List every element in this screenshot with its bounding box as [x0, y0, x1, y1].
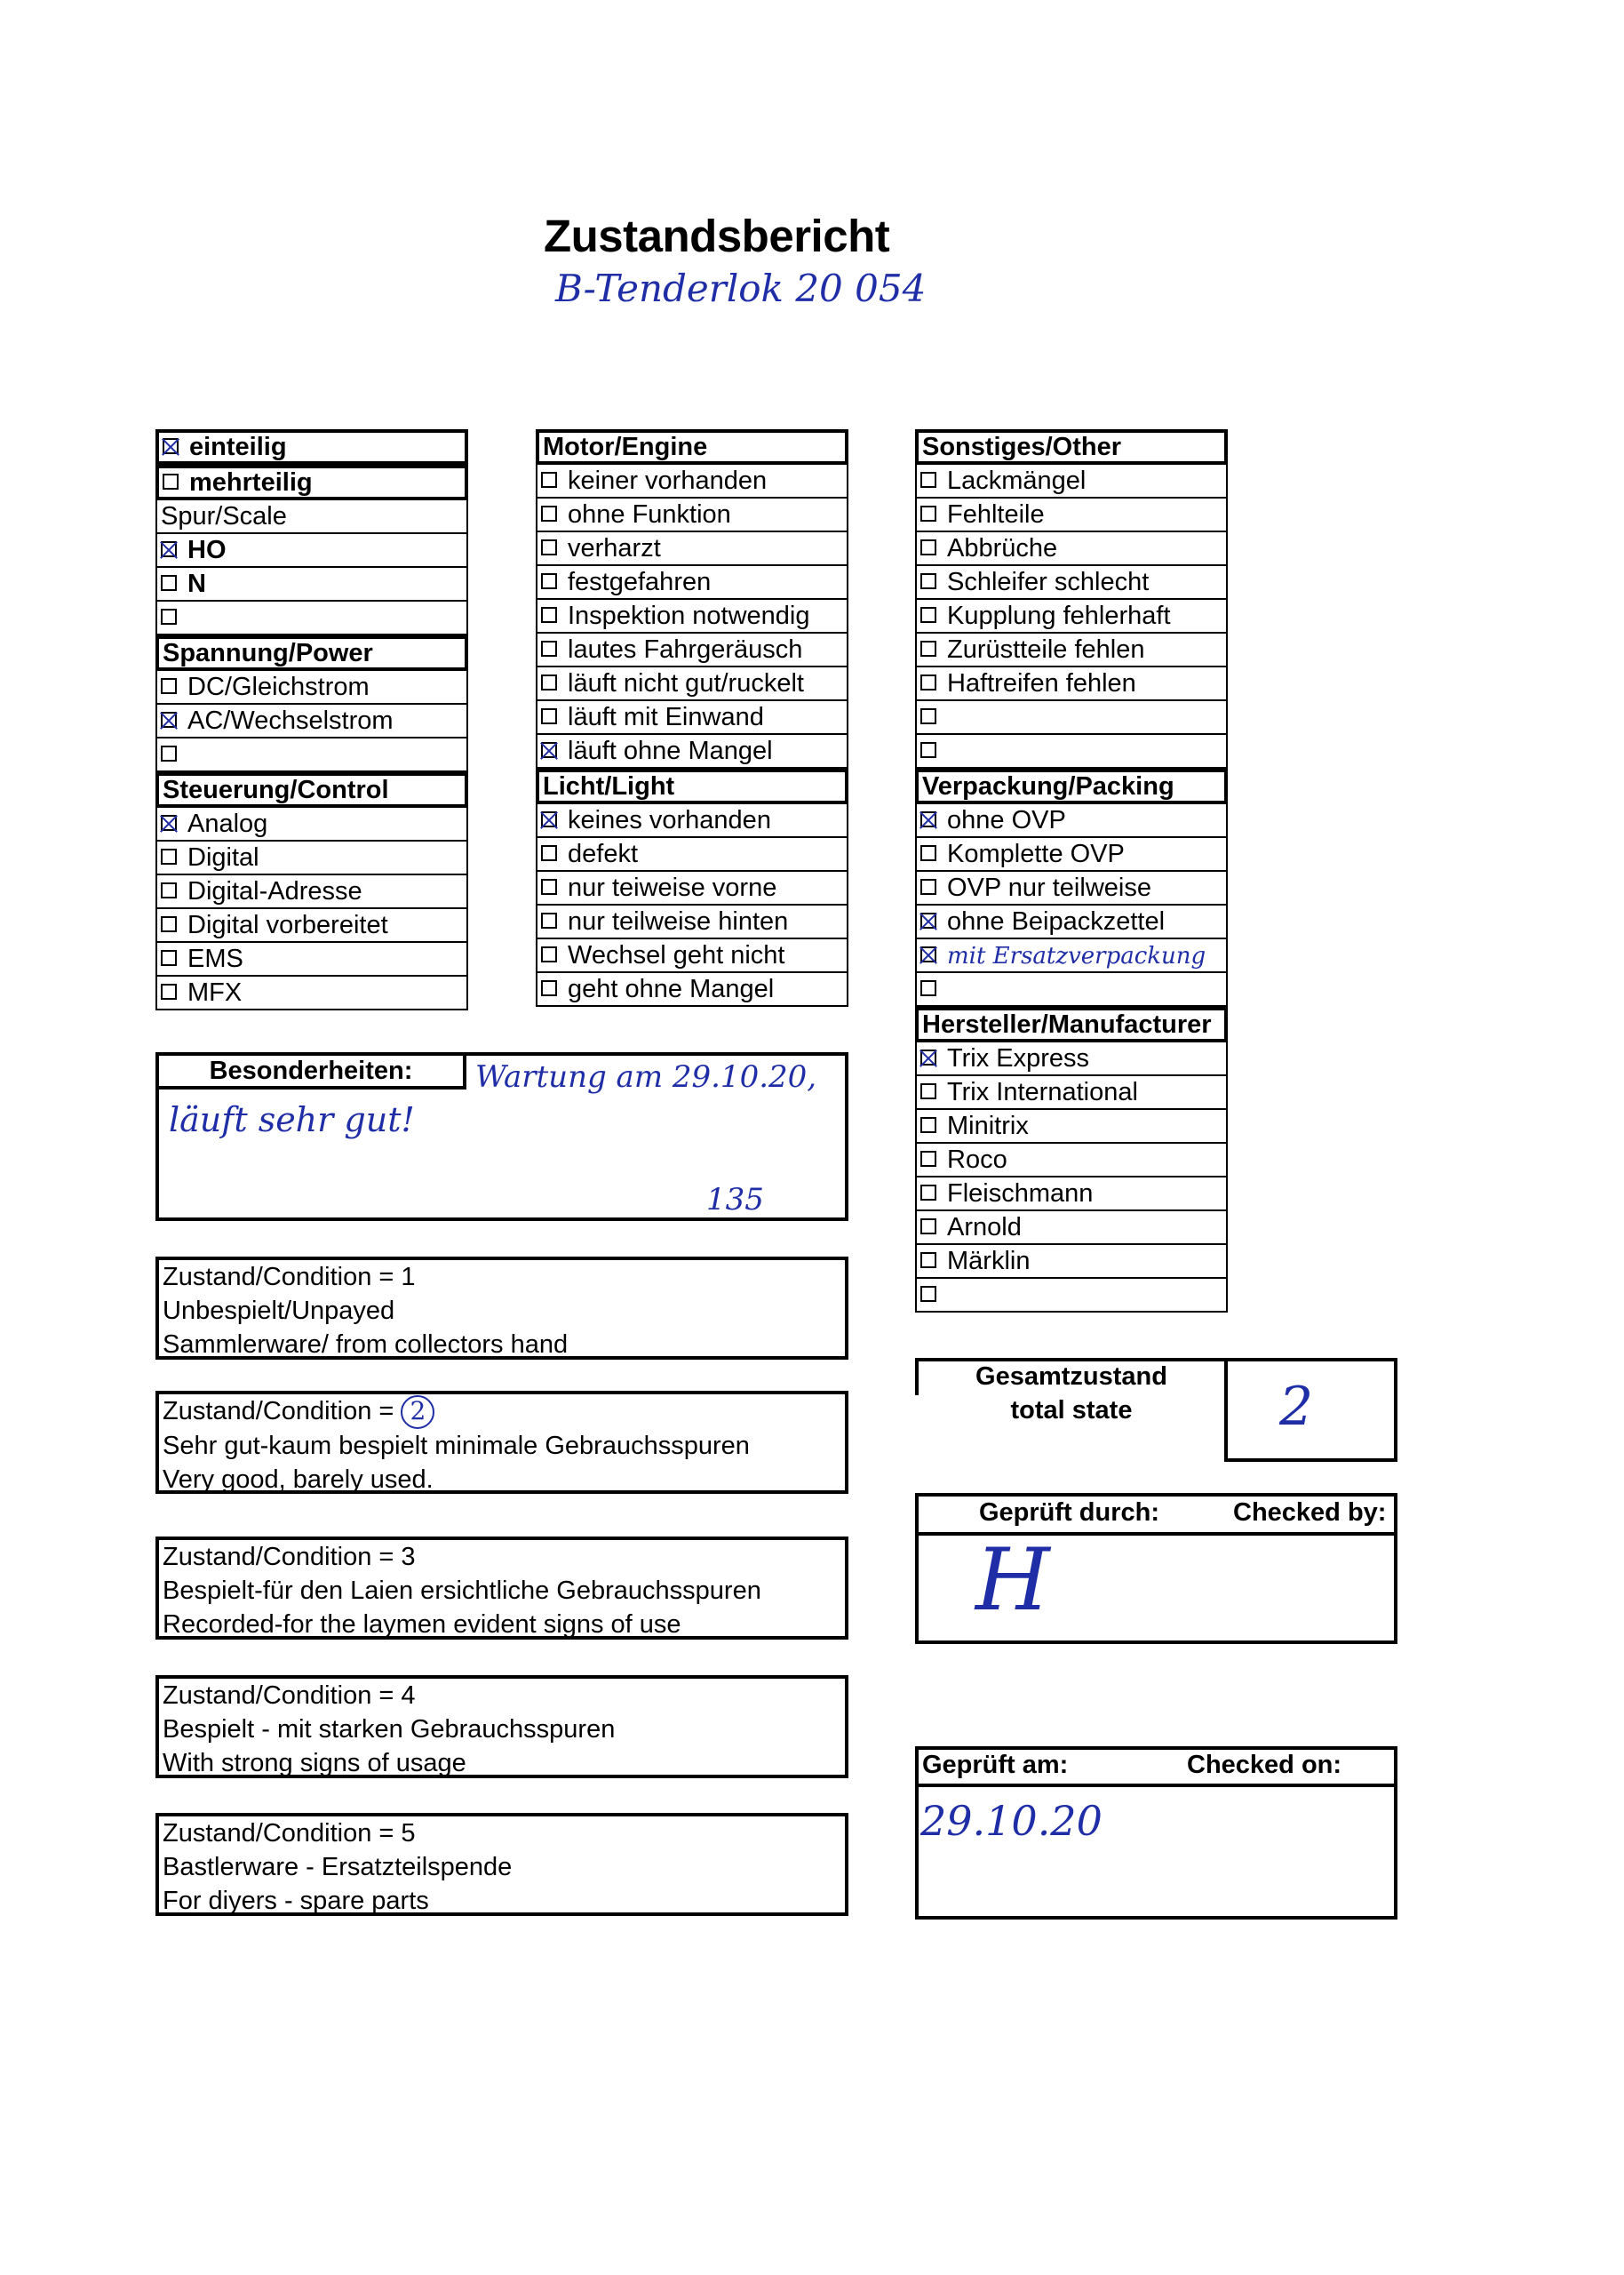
checkbox-icon[interactable] — [161, 849, 177, 865]
option-label: Schleifer schlecht — [947, 568, 1150, 596]
option-label: keines vorhanden — [568, 806, 771, 834]
checkbox-icon[interactable] — [920, 980, 936, 996]
option-label: ohne OVP — [947, 806, 1066, 834]
option-mit-ersatzverpackung-15[interactable] — [915, 939, 1228, 973]
option-label: Komplette OVP — [947, 840, 1125, 868]
option-label: Trix International — [947, 1078, 1138, 1106]
option-schleifer-schlecht-4[interactable] — [915, 566, 1228, 600]
handwritten-note-maintenance: Wartung am 29.10.20, — [475, 1059, 817, 1095]
checkbox-icon[interactable] — [541, 980, 557, 996]
option-label: Analog — [187, 810, 268, 838]
checkbox-icon[interactable] — [541, 913, 557, 929]
checkbox-icon[interactable] — [920, 539, 936, 555]
checkbox-icon[interactable] — [541, 607, 557, 623]
option-label: Kupplung fehlerhaft — [947, 602, 1171, 630]
option-trix-international-19[interactable] — [915, 1076, 1228, 1110]
checkbox-icon[interactable] — [920, 946, 936, 962]
option-label: EMS — [187, 945, 243, 973]
handwritten-note-runs-well: läuft sehr gut! — [169, 1100, 415, 1139]
option-label: mit Ersatzverpackung — [947, 943, 1206, 970]
option-digital-adresse-13[interactable] — [155, 875, 468, 909]
section-header-motor-engine-0 — [536, 429, 848, 465]
option-kupplung-fehlerhaft-5[interactable] — [915, 600, 1228, 634]
checkbox-icon[interactable] — [920, 1185, 936, 1201]
checked-on-label-en: Checked on: — [1187, 1751, 1342, 1779]
option-label: OVP nur teilweise — [947, 874, 1151, 902]
checkbox-icon[interactable] — [541, 506, 557, 522]
checkbox-icon[interactable] — [161, 916, 177, 932]
option-label: verharzt — [568, 534, 661, 563]
checkbox-icon[interactable] — [920, 913, 936, 929]
checkbox-icon[interactable] — [920, 675, 936, 690]
checkbox-icon[interactable] — [920, 742, 936, 758]
section-header-einteilig-0[interactable] — [155, 429, 468, 465]
handwritten-number: 135 — [706, 1182, 764, 1217]
checkbox-icon[interactable] — [541, 811, 557, 827]
option-label: Trix Express — [947, 1044, 1090, 1073]
checkbox-icon[interactable] — [541, 641, 557, 657]
checked-on-header-line — [915, 1784, 1397, 1787]
checkbox-icon[interactable] — [541, 573, 557, 589]
option-label: Wechsel geht nicht — [568, 941, 785, 970]
gesamtzustand-value: 2 — [1279, 1376, 1314, 1438]
option-label: Hersteller/Manufacturer — [922, 1010, 1212, 1039]
option-blank-8[interactable] — [915, 701, 1228, 735]
option-label: HO — [187, 536, 227, 564]
checked-on-label-de: Geprüft am: — [922, 1751, 1069, 1779]
option-n-4[interactable] — [155, 568, 468, 602]
checkbox-icon[interactable] — [920, 708, 936, 724]
option-label: Fehlteile — [947, 500, 1045, 529]
option-ac-wechselstrom-8[interactable] — [155, 705, 468, 738]
option-komplette-ovp-12[interactable] — [915, 838, 1228, 872]
option-ohne-ovp-11[interactable] — [915, 804, 1228, 838]
option-label: geht ohne Mangel — [568, 975, 775, 1003]
option-label: AC/Wechselstrom — [187, 706, 394, 735]
option-analog-11[interactable] — [155, 808, 468, 842]
option-label: ohne Funktion — [568, 500, 731, 529]
option-label: mehrteilig — [189, 468, 313, 497]
checkbox-icon[interactable] — [541, 879, 557, 895]
option-ohne-funktion-2[interactable] — [536, 499, 848, 532]
option-roco-21[interactable] — [915, 1144, 1228, 1177]
option-label: Sonstiges/Other — [922, 433, 1121, 461]
option-label: nur teiweise vorne — [568, 874, 777, 902]
checkbox-icon[interactable] — [541, 675, 557, 690]
checkbox-icon[interactable] — [920, 641, 936, 657]
option-ovp-nur-teilweise-13[interactable] — [915, 872, 1228, 906]
option-label: Roco — [947, 1145, 1007, 1174]
checkbox-icon[interactable] — [161, 746, 177, 762]
option-label: Spur/Scale — [161, 502, 287, 531]
option-label: Digital — [187, 843, 259, 872]
option-label: ohne Beipackzettel — [947, 907, 1166, 936]
option-haftreifen-fehlen-7[interactable] — [915, 667, 1228, 701]
checkbox-icon[interactable] — [541, 742, 557, 758]
checkbox-icon[interactable] — [161, 712, 177, 728]
option-label: Lackmängel — [947, 467, 1087, 495]
option-ohne-beipackzettel-14[interactable] — [915, 906, 1228, 939]
checkbox-icon[interactable] — [920, 573, 936, 589]
option-fehlteile-2[interactable] — [915, 499, 1228, 532]
option-label: Spannung/Power — [163, 639, 373, 667]
option-abbrüche-3[interactable] — [915, 532, 1228, 566]
checkbox-icon[interactable] — [920, 811, 936, 827]
option-dc-gleichstrom-7[interactable] — [155, 671, 468, 705]
handwritten-subtitle: B-Tenderlok 20 054 — [555, 267, 927, 310]
checkbox-icon[interactable] — [920, 472, 936, 488]
checkbox-icon[interactable] — [163, 438, 179, 454]
option-lackmängel-1[interactable] — [915, 465, 1228, 499]
option-keines-vorhanden-11[interactable] — [536, 804, 848, 838]
total-state-label: total state — [1010, 1396, 1133, 1425]
option-zurüstteile-fehlen-6[interactable] — [915, 634, 1228, 667]
option-blank-25[interactable] — [915, 1279, 1228, 1313]
checkbox-icon[interactable] — [161, 984, 177, 1000]
option-label: Zurüstteile fehlen — [947, 635, 1145, 664]
option-minitrix-20[interactable] — [915, 1110, 1228, 1144]
condition-2-circle-mark: 2 — [401, 1395, 434, 1429]
option-wechsel-geht-nicht-15[interactable] — [536, 939, 848, 973]
checkbox-icon[interactable] — [920, 1252, 936, 1268]
option-label: Arnold — [947, 1213, 1022, 1241]
section-header-licht-light-10 — [536, 769, 848, 804]
checkbox-icon[interactable] — [161, 950, 177, 966]
checked-by-signature: H — [975, 1530, 1050, 1630]
option-label: läuft mit Einwand — [568, 703, 764, 731]
checkbox-icon[interactable] — [920, 1050, 936, 1066]
checkbox-icon[interactable] — [541, 946, 557, 962]
option-label: läuft ohne Mangel — [568, 737, 773, 765]
option-läuft-ohne-mangel-9[interactable] — [536, 735, 848, 769]
section-header-hersteller-manufacturer-17 — [915, 1007, 1228, 1042]
checkbox-icon[interactable] — [161, 815, 177, 831]
option-label: MFX — [187, 978, 243, 1007]
checkbox-icon[interactable] — [161, 541, 177, 557]
option-nur-teilweise-hinten-14[interactable] — [536, 906, 848, 939]
option-arnold-23[interactable] — [915, 1211, 1228, 1245]
option-label: Licht/Light — [543, 772, 675, 801]
option-festgefahren-4[interactable] — [536, 566, 848, 600]
checkbox-icon[interactable] — [541, 539, 557, 555]
option-label: N — [187, 570, 206, 598]
condition-2: Zustand/Condition = 2 Sehr gut-kaum bespielt minimale Gebrauchsspuren Very good, barely used. — [155, 1391, 848, 1494]
option-blank-9[interactable] — [155, 738, 468, 772]
option-label: DC/Gleichstrom — [187, 673, 370, 701]
checked-by-label-en: Checked by: — [1233, 1498, 1387, 1527]
option-trix-express-18[interactable] — [915, 1042, 1228, 1076]
condition-5: Zustand/Condition = 5 Bastlerware - Ersatzteilspende For diyers - spare parts — [155, 1813, 848, 1916]
checkbox-icon[interactable] — [920, 1218, 936, 1234]
section-header-spannung-power-6 — [155, 635, 468, 671]
option-label: Steuerung/Control — [163, 776, 389, 804]
option-label: nur teilweise hinten — [568, 907, 789, 936]
checkbox-icon[interactable] — [920, 506, 936, 522]
checkbox-icon[interactable] — [161, 678, 177, 694]
option-label: keiner vorhanden — [568, 467, 768, 495]
option-label: Haftreifen fehlen — [947, 669, 1136, 698]
condition-1: Zustand/Condition = 1 Unbespielt/Unpayed Sammlerware/ from collectors hand — [155, 1257, 848, 1360]
checked-on-date: 29.10.20 — [920, 1797, 1103, 1845]
option-ems-15[interactable] — [155, 943, 468, 977]
checkbox-icon[interactable] — [920, 607, 936, 623]
option-label: Digital-Adresse — [187, 877, 362, 906]
section-header-verpackung-packing-10 — [915, 769, 1228, 804]
option-nur-teiweise-vorne-13[interactable] — [536, 872, 848, 906]
checkbox-icon[interactable] — [920, 879, 936, 895]
option-defekt-12[interactable] — [536, 838, 848, 872]
option-label: lautes Fahrgeräusch — [568, 635, 803, 664]
option-label: einteilig — [189, 433, 287, 461]
option-digital-12[interactable] — [155, 842, 468, 875]
section-header-mehrteilig-1[interactable] — [155, 465, 468, 500]
checkbox-icon[interactable] — [920, 1286, 936, 1302]
option-label: Märklin — [947, 1247, 1031, 1275]
checkbox-icon[interactable] — [161, 609, 177, 625]
option-label: Abbrüche — [947, 534, 1058, 563]
page-title: Zustandsbericht — [544, 211, 890, 261]
option-label: Fleischmann — [947, 1179, 1094, 1208]
checked-by-label-de: Geprüft durch: — [979, 1498, 1159, 1527]
option-digital-vorbereitet-14[interactable] — [155, 909, 468, 943]
option-label: Minitrix — [947, 1112, 1029, 1140]
besonderheiten-label: Besonderheiten: — [155, 1052, 466, 1090]
checkbox-icon[interactable] — [541, 708, 557, 724]
checkbox-icon[interactable] — [541, 472, 557, 488]
option-keiner-vorhanden-1[interactable] — [536, 465, 848, 499]
option-label: festgefahren — [568, 568, 712, 596]
option-märklin-24[interactable] — [915, 1245, 1228, 1279]
option-label: läuft nicht gut/ruckelt — [568, 669, 804, 698]
section-header-steuerung-control-10 — [155, 772, 468, 808]
checkbox-icon[interactable] — [920, 1117, 936, 1133]
option-blank-9[interactable] — [915, 735, 1228, 769]
checkbox-icon[interactable] — [920, 1151, 936, 1167]
condition-4: Zustand/Condition = 4 Bespielt - mit starken Gebrauchsspuren With strong signs of usage — [155, 1675, 848, 1778]
checkbox-icon[interactable] — [541, 845, 557, 861]
section-header-sonstiges-other-0 — [915, 429, 1228, 465]
option-ho-3[interactable] — [155, 534, 468, 568]
checkbox-icon[interactable] — [920, 845, 936, 861]
option-läuft-nicht-gut-ruckelt-7[interactable] — [536, 667, 848, 701]
gesamtzustand-label: Gesamtzustand — [975, 1362, 1167, 1391]
checkbox-icon[interactable] — [163, 474, 179, 490]
option-label: Verpackung/Packing — [922, 772, 1174, 801]
option-fleischmann-22[interactable] — [915, 1177, 1228, 1211]
option-label: Inspektion notwendig — [568, 602, 810, 630]
option-verharzt-3[interactable] — [536, 532, 848, 566]
option-label: Digital vorbereitet — [187, 911, 388, 939]
condition-3: Zustand/Condition = 3 Bespielt-für den Laien ersichtliche Gebrauchsspuren Recorded-for the laymen evident signs of use — [155, 1537, 848, 1640]
option-label: Motor/Engine — [543, 433, 708, 461]
option-blank-5[interactable] — [155, 602, 468, 635]
option-geht-ohne-mangel-16[interactable] — [536, 973, 848, 1007]
option-spur-scale-2 — [155, 500, 468, 534]
checkbox-icon[interactable] — [161, 882, 177, 898]
checkbox-icon[interactable] — [920, 1083, 936, 1099]
option-läuft-mit-einwand-8[interactable] — [536, 701, 848, 735]
checkbox-icon[interactable] — [161, 575, 177, 591]
option-mfx-16[interactable] — [155, 977, 468, 1010]
option-inspektion-notwendig-5[interactable] — [536, 600, 848, 634]
option-label: defekt — [568, 840, 638, 868]
option-lautes-fahrgeräusch-6[interactable] — [536, 634, 848, 667]
option-blank-16[interactable] — [915, 973, 1228, 1007]
